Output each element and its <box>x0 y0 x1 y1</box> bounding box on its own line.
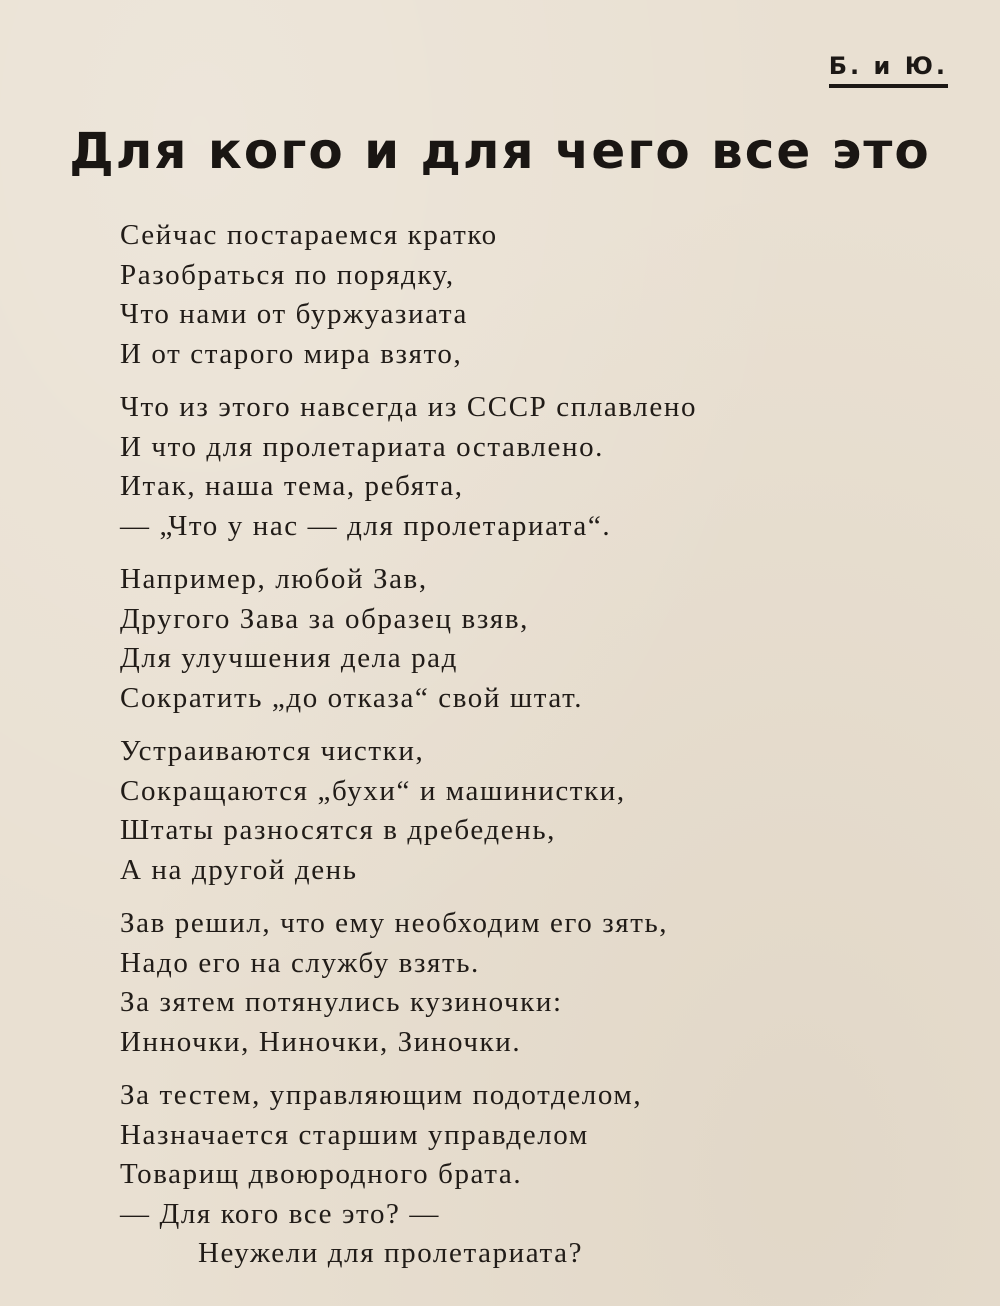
author-signature: Б. и Ю. <box>829 52 948 88</box>
poem-line: Сейчас постараемся кратко <box>120 219 498 251</box>
poem-line: Устраиваются чистки, <box>120 735 425 767</box>
poem-line: И от старого мира взято, <box>120 337 463 370</box>
stanza-5 <box>120 904 880 1062</box>
stanza-6 <box>120 1076 880 1274</box>
poem-line: И что для пролетариата оставлено. <box>120 430 605 463</box>
page-title: Для кого и для чего все это <box>69 122 931 180</box>
poem-line: А на другой день <box>120 853 358 886</box>
poem-line: Инночки, Ниночки, Зиночки. <box>120 1025 522 1058</box>
poem-line: Что нами от буржуазиата <box>120 298 468 330</box>
poem-line: Зав решил, что ему необходим его зять, <box>120 907 669 939</box>
stanza-4 <box>120 732 880 890</box>
poem-line: Разобраться по порядку, <box>120 258 455 291</box>
poem-line: — Для кого все это? — <box>120 1197 440 1230</box>
poem-line: За зятем потянулись кузиночки: <box>120 986 563 1018</box>
poem-line: Сокращаются „бухи“ и машинистки, <box>120 774 626 807</box>
poem-line: Назначается старшим управделом <box>120 1118 589 1151</box>
stanza-1 <box>120 216 880 374</box>
poem-line: За тестем, управляющим подотделом, <box>120 1079 643 1111</box>
poem-line: Для улучшения дела рад <box>120 642 459 674</box>
poem-line: Надо его на службу взять. <box>120 946 480 979</box>
poem-line: Другого Зава за образец взяв, <box>120 602 529 635</box>
poem-line: Что из этого навсегда из СССР сплавлено <box>120 391 698 423</box>
poem-body <box>120 216 880 1288</box>
poem-line: Сократить „до отказа“ свой штат. <box>120 681 584 714</box>
poem-line: Например, любой Зав, <box>120 563 428 595</box>
stanza-2 <box>120 388 880 546</box>
poem-line-final: Неужели для пролетариата? <box>198 1237 584 1269</box>
stanza-3 <box>120 560 880 718</box>
poem-line: Штаты разносятся в дребедень, <box>120 814 557 846</box>
poem-line: — „Что у нас — для пролетариата“. <box>120 509 612 542</box>
poem-line: Товарищ двоюродного брата. <box>120 1158 523 1190</box>
poem-line: Итак, наша тема, ребята, <box>120 470 464 502</box>
